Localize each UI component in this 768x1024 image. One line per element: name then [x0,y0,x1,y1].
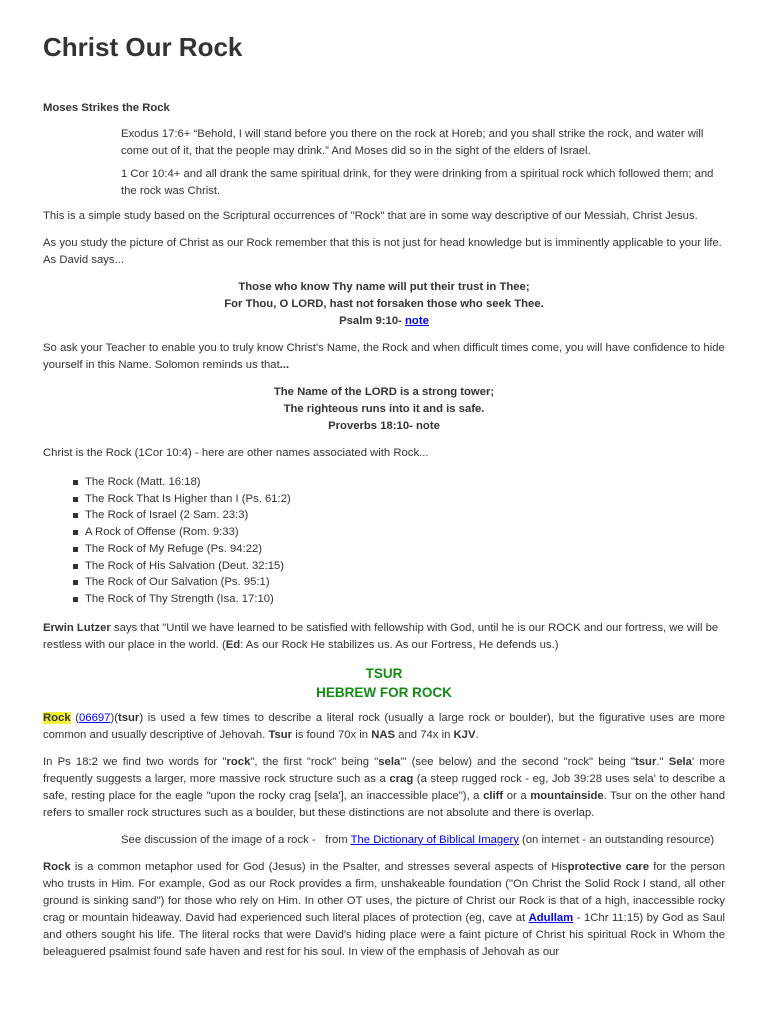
text-fragment: - 1Chr 11:15) by God as Saul and others sought his life. The literal rocks that were David's hiding place were a faint picture of Christ his spiritual Rock in Whom the beleaguered psalmist found safe haven and rest for his soul. In view of the emphasis of Jehovah as our [43,911,725,958]
bullet-icon [73,597,78,602]
david-paragraph: As you study the picture of Christ as our Rock remember that this is not just for head knowledge but is imminently applicable to your life. As David says... [43,237,722,266]
lutzer-text-2: : As our Rock He stabilizes us. As our Fortress, He defends us.) [240,638,559,651]
bold-word: tsur [635,755,657,768]
list-item [73,524,725,541]
list-item-text: The Rock of Israel (2 Sam. 23:3) [85,509,249,522]
exodus-quote: Exodus 17:6+ “Behold, I will stand before you there on the rock at Horeb; and you shall strike the rock, and water will come out of it, that the people may drink.” And Moses did so in the sight of the elders of Israel. [121,128,704,157]
text-fragment: ." [656,755,669,768]
strongs-link[interactable]: 06697 [79,711,111,724]
text-fragment: (a steep rugged rock - eg, Job 39:28 uses sela' to describe a safe, resting place for the eagle "upon the rocky crag [sela'], an inaccessible place"), a [43,772,725,802]
list-item [73,591,725,608]
article-body [43,100,725,961]
adullam-link[interactable]: Adullam [528,911,574,924]
page-title: Christ Our Rock [43,32,243,62]
solomon-ellipsis: ... [279,359,290,371]
text-fragment: (on internet - an outstanding resource) [518,833,715,846]
section-heading: Moses Strikes the Rock [43,102,170,114]
list-item [73,574,725,591]
nas-label: NAS [371,728,396,741]
text-fragment: ( [70,711,80,724]
bold-word: crag [389,772,414,785]
list-item-text: The Rock of My Refuge (Ps. 94:22) [85,542,263,555]
bullet-icon [73,530,78,535]
list-item-text: The Rock of His Salvation (Deut. 32:15) [85,559,285,572]
bold-word: cliff [483,789,504,802]
intro-paragraph: This is a simple study based on the Scriptural occurrences of "Rock" that are in some way descriptive of our Messiah, Christ Jesus. [43,210,698,222]
tsur-heading-2: HEBREW FOR ROCK [316,684,452,700]
bold-word: Sela [668,755,692,768]
tsur-word-2: Tsur [268,728,293,741]
metaphor-paragraph [43,859,725,961]
text-fragment: '" (see below) and the second "rock" being " [400,755,636,768]
ps18-paragraph [43,754,725,822]
lutzer-name: Erwin Lutzer [43,621,111,634]
bullet-icon [73,513,78,518]
psalm-line-1: Those who know Thy name will put their trust in Thee; [238,281,530,293]
psalm-quote [43,279,725,330]
bullet-icon [73,547,78,552]
tsur-word: tsur [117,711,140,724]
rock-names-list [43,474,725,608]
text-fragment: In Ps 18:2 we find two words for " [43,755,227,768]
text-fragment: is a common metaphor used for God (Jesus) in the Psalter, and stresses several aspects of His [70,860,568,873]
bold-word: protective care [567,860,649,873]
bullet-icon [73,564,78,569]
text-fragment: for the person who trusts in Him. For example, God as our Rock provides a firm, unshakeable foundation ("On Christ the Solid Rock I stand, all other ground is sinking sand") for those who rely on Him. In other OT uses, the picture of Christ our Rock is that of a high, inaccessible rocky crag or mountain hideaway. David had experienced such literal places of protection (eg, cave at [43,860,725,924]
list-item-text: The Rock That Is Higher than I (Ps. 61:2) [85,492,291,505]
bold-word: sela [378,755,401,768]
text-fragment: )( [110,711,118,724]
list-item-text: The Rock of Thy Strength (Isa. 17:10) [85,592,274,605]
rock-paragraph [43,710,725,744]
list-item [73,491,725,508]
list-item-text: The Rock (Matt. 16:18) [85,476,201,488]
list-item [73,541,725,558]
list-item [73,507,725,524]
see-discussion [43,832,725,849]
psalm-note-link[interactable]: note [405,315,429,327]
text-fragment: . [475,728,479,741]
bold-word: rock [226,755,251,768]
proverbs-line-2: The righteous runs into it and is safe. [283,403,485,415]
proverbs-ref: Proverbs 18:10- note [328,420,440,432]
bold-word: Rock [43,860,71,873]
solomon-text: So ask your Teacher to enable you to truly know Christ's Name, the Rock and when difficult times come, you will have confidence to hide yourself in this Name. Solomon reminds us that [43,342,725,371]
bullet-icon [73,480,78,485]
list-item-text: The Rock of Our Salvation (Ps. 95:1) [85,576,270,589]
list-item-text: A Rock of Offense (Rom. 9:33) [85,526,239,539]
bullet-icon [73,497,78,502]
dictionary-link[interactable]: The Dictionary of Biblical Imagery [350,833,519,846]
solomon-paragraph [43,340,725,374]
text-fragment: ' more frequently suggests a larger, more massive rock structure such as a [43,755,725,785]
lutzer-paragraph [43,620,725,654]
corinthians-quote: 1 Cor 10:4+ and all drank the same spiritual drink, for they were drinking from a spiritual rock which followed them; and the rock was Christ. [121,168,714,197]
rock-highlight: Rock [43,711,71,724]
bold-word: mountainside [530,789,604,802]
kjv-label: KJV [453,728,476,741]
text-fragment: See discussion of the image of a rock - from [121,833,351,846]
lutzer-text: says that "Until we have learned to be satisfied with fellowship with God, until he is our ROCK and our fortress, we will be restless with our place in the world. ( [43,621,719,651]
text-fragment: ) is used a few times to describe a literal rock (usually a large rock or boulder), but the figurative uses are more common and usually descriptive of Jehovah. [43,711,725,741]
text-fragment: is found 70x in [292,728,372,741]
proverbs-line-1: The Name of the LORD is a strong tower; [273,386,495,398]
psalm-ref-text: Psalm 9:10- [339,315,406,327]
bullet-icon [73,580,78,585]
list-item [73,558,725,575]
proverbs-quote [43,384,725,435]
editor-label: Ed [225,638,241,651]
tsur-heading-1: TSUR [365,665,403,681]
text-fragment: and 74x in [395,728,454,741]
text-fragment: . Tsur on the other hand refers to smaller rock structures such as a boulder, but these distinctions are not absolute and there is overlap. [43,789,725,819]
text-fragment: ", the first "rock" being " [250,755,379,768]
tsur-heading [43,664,725,702]
psalm-line-2: For Thou, O LORD, hast not forsaken those who seek Thee. [224,298,544,310]
list-item [73,474,725,491]
names-intro: Christ is the Rock (1Cor 10:4) - here are other names associated with Rock... [43,447,429,459]
text-fragment: or a [503,789,531,802]
psalm-ref [43,313,725,330]
